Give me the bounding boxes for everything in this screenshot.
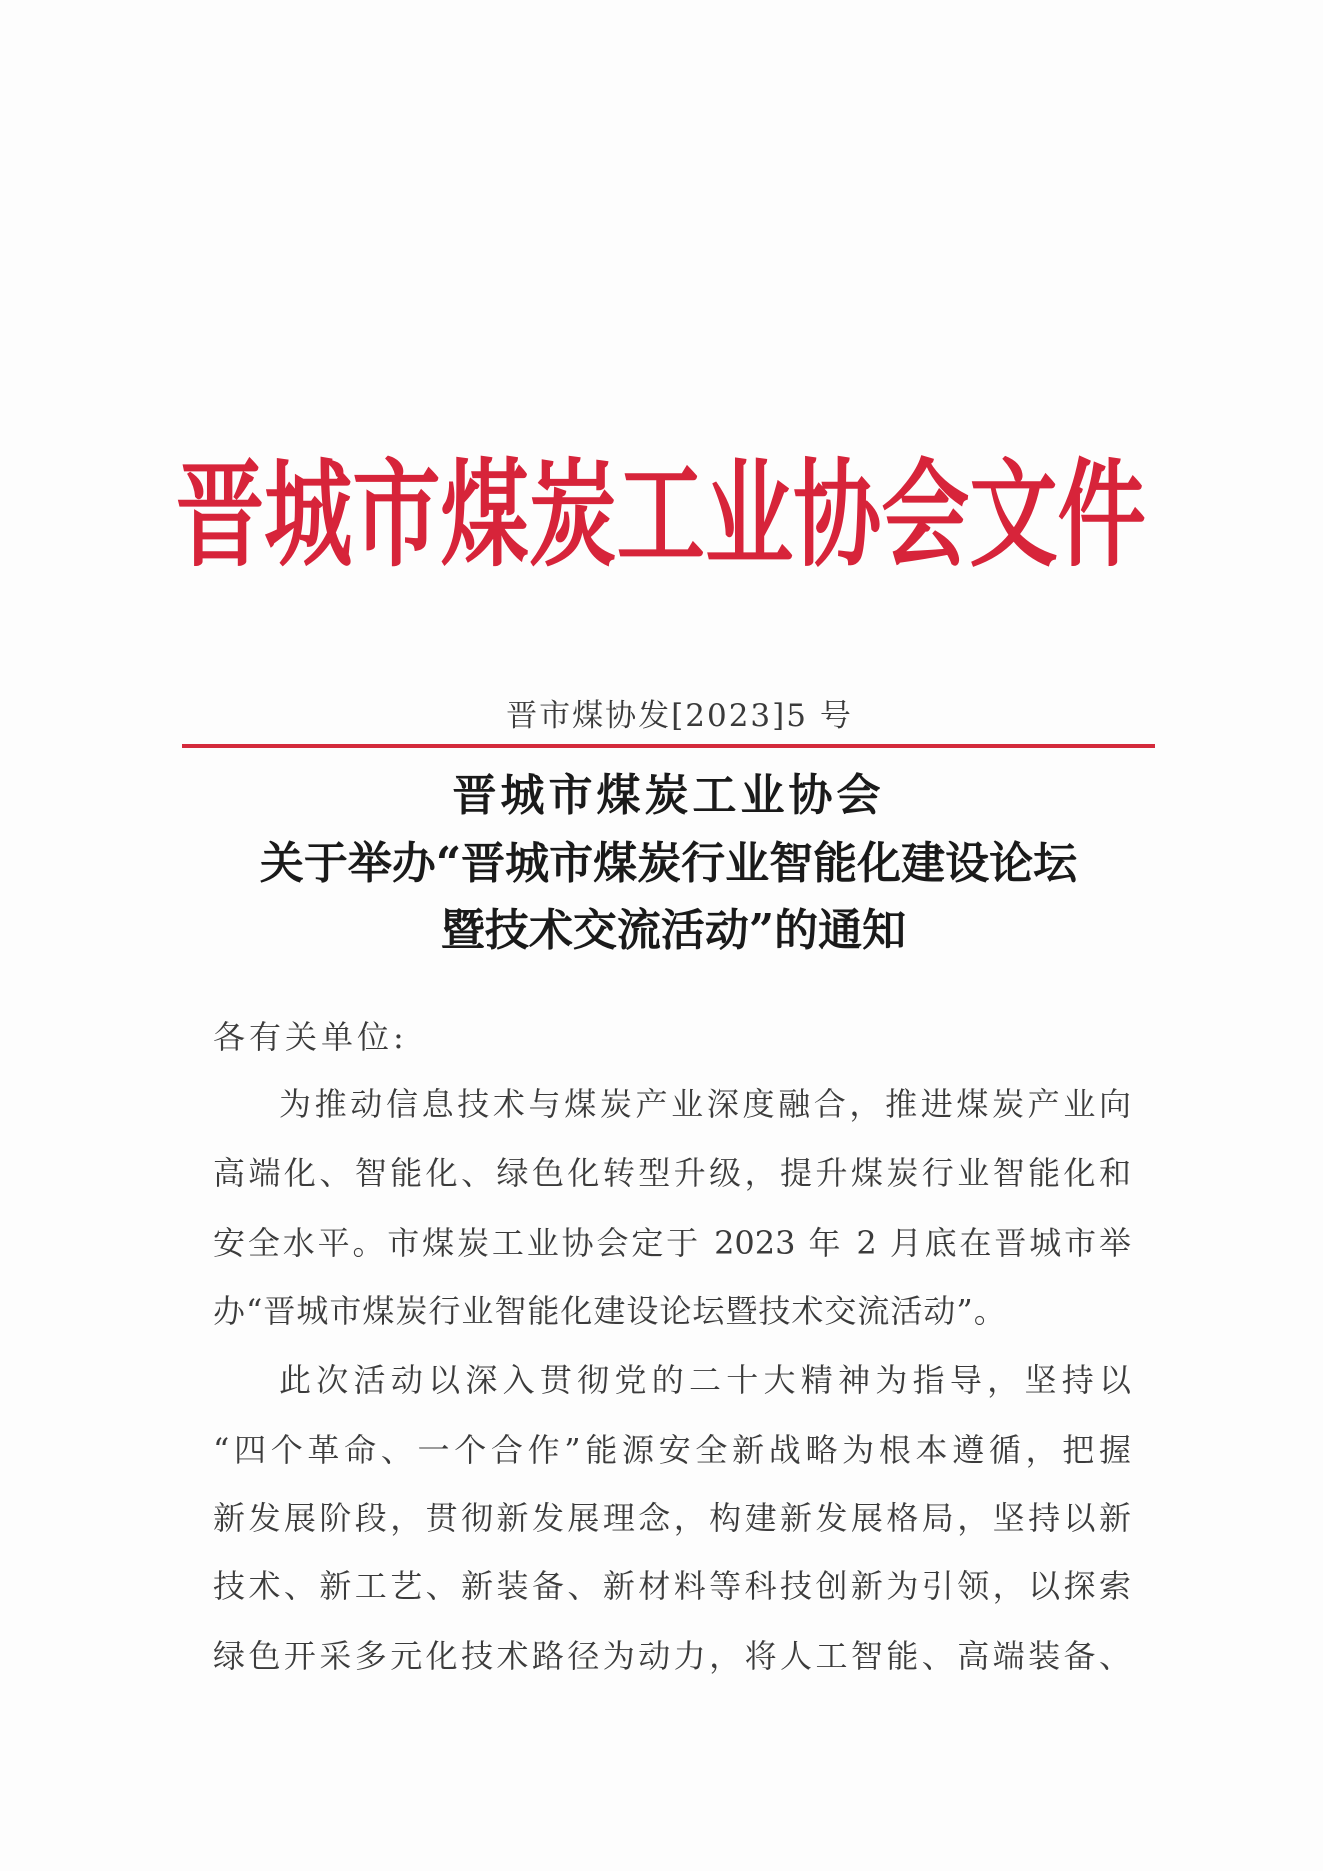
notice-title-line-2: 关于举办“晋城市煤炭行业智能化建设论坛 [259, 838, 1078, 889]
document-header [176, 452, 1176, 578]
notice-title-line-3: 暨技术交流活动”的通知 [440, 905, 907, 956]
document-number: 晋市煤协发[2023]5 号 [506, 698, 853, 734]
body-line: 绿色开采多元化技术路径为动力，将人工智能、高端装备、 [213, 1637, 1131, 1675]
salutation: 各有关单位: [213, 1018, 408, 1056]
header-title: 晋城市煤炭工业协会文件 [176, 452, 1146, 578]
body-line: 为推动信息技术与煤炭产业深度融合，推进煤炭产业向 [279, 1085, 1131, 1123]
body-line: 安全水平。市煤炭工业协会定于 2023 年 2 月底在晋城市举 [213, 1224, 1131, 1262]
body-line: 高端化、智能化、绿色化转型升级，提升煤炭行业智能化和 [213, 1154, 1131, 1192]
body-line: 技术、新工艺、新装备、新材料等科技创新为引领，以探索 [213, 1567, 1131, 1605]
notice-title-line-1: 晋城市煤炭工业协会 [452, 770, 885, 821]
header-divider-line [182, 744, 1155, 748]
body-line: “四个革命、一个合作”能源安全新战略为根本遵循，把握 [213, 1431, 1131, 1469]
body-line: 新发展阶段，贯彻新发展理念，构建新发展格局，坚持以新 [213, 1499, 1131, 1537]
body-line: 办“晋城市煤炭行业智能化建设论坛暨技术交流活动”。 [213, 1292, 1007, 1330]
body-line: 此次活动以深入贯彻党的二十大精神为指导，坚持以 [279, 1361, 1131, 1399]
